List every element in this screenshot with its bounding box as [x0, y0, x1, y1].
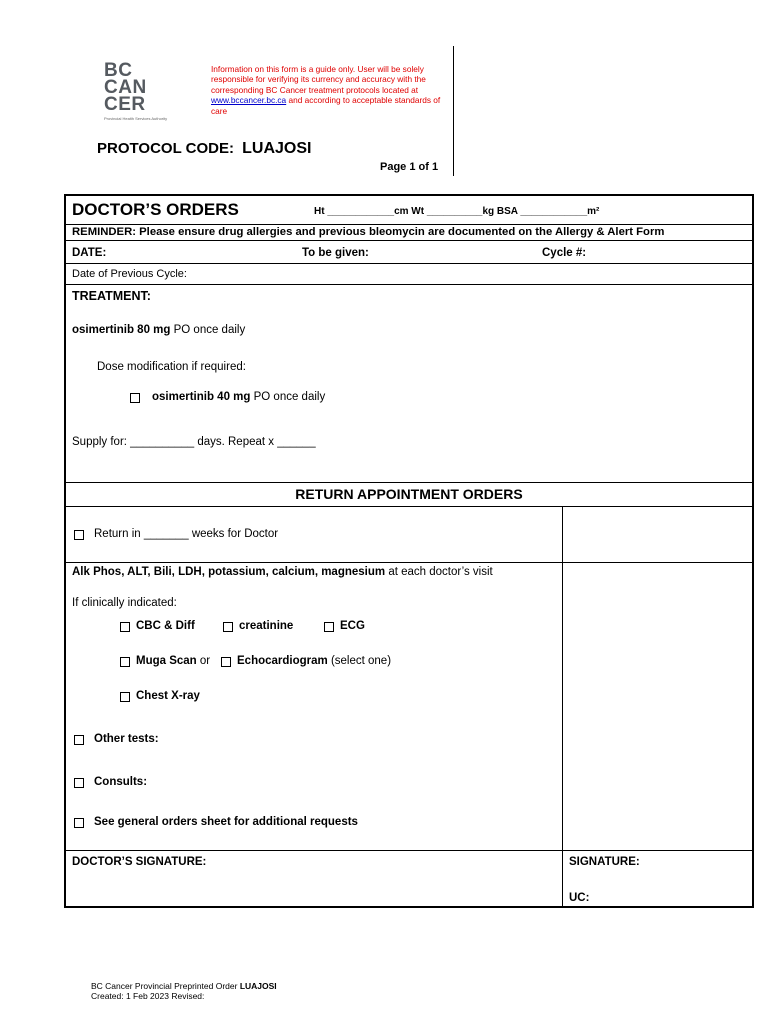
logo-subtitle: Provincial Health Services Authority — [104, 116, 168, 121]
echocardiogram-checkbox[interactable] — [221, 657, 231, 667]
echo-line — [237, 655, 391, 667]
muga-label: Muga Scan — [136, 655, 197, 667]
consults-checkbox[interactable] — [74, 778, 84, 788]
bc-cancer-logo — [104, 62, 200, 121]
drug-line-1 — [72, 324, 245, 336]
date-label: DATE: — [72, 247, 107, 259]
drug-2-schedule: PO once daily — [250, 391, 326, 403]
footer-line-2: Created: 1 Feb 2023 Revised: — [91, 991, 205, 1001]
form-title: DOCTOR’S ORDERS — [72, 200, 239, 219]
cbc-label: CBC & Diff — [136, 620, 195, 632]
muga-echo-line — [136, 655, 210, 667]
logo-line-1: BC — [104, 60, 133, 81]
echocardiogram-label: Echocardiogram — [237, 655, 328, 667]
disclaimer-text-end: and according to acceptable standards of care — [211, 95, 441, 116]
lab-tests-frequency: at each doctor’s visit — [385, 566, 493, 578]
protocol-code — [97, 140, 311, 158]
doctors-orders-form — [64, 194, 754, 908]
cbc-checkbox[interactable] — [120, 622, 130, 632]
creatinine-label: creatinine — [239, 620, 294, 632]
bccancer-link[interactable]: www.bccancer.bc.ca — [211, 95, 287, 106]
return-in-checkbox[interactable] — [74, 530, 84, 540]
doctor-signature-label: DOCTOR’S SIGNATURE: — [72, 856, 207, 868]
column-divider — [562, 506, 563, 908]
treatment-heading: TREATMENT: — [72, 289, 151, 303]
row-divider — [66, 482, 752, 483]
drug-2-checkbox[interactable] — [130, 393, 140, 403]
row-divider — [66, 263, 752, 264]
general-orders-checkbox[interactable] — [74, 818, 84, 828]
uc-label: UC: — [569, 892, 590, 904]
row-divider — [66, 284, 752, 285]
select-one-text: (select one) — [327, 655, 392, 667]
return-in-line: Return in _______ weeks for Doctor — [94, 528, 279, 540]
height-weight-bsa: Ht ____________cm Wt __________kg BSA ____________m² — [314, 206, 600, 217]
general-orders-label: See general orders sheet for additional requests — [94, 816, 358, 828]
row-divider — [66, 850, 752, 851]
previous-cycle-label: Date of Previous Cycle: — [72, 268, 187, 280]
or-text: or — [196, 655, 211, 667]
supply-repeat-line: Supply for: __________ days. Repeat x ______ — [72, 436, 316, 448]
other-tests-checkbox[interactable] — [74, 735, 84, 745]
if-clinically-indicated: If clinically indicated: — [72, 597, 177, 609]
creatinine-checkbox[interactable] — [223, 622, 233, 632]
other-tests-label: Other tests: — [94, 733, 159, 745]
chest-xray-label: Chest X-ray — [136, 690, 200, 702]
protocol-label: PROTOCOL CODE: — [97, 140, 234, 157]
to-be-given-label: To be given: — [302, 247, 369, 259]
ecg-label: ECG — [340, 620, 365, 632]
return-appointment-heading: RETURN APPOINTMENT ORDERS — [295, 486, 523, 502]
logo-line-3: CER — [104, 94, 146, 115]
row-divider — [66, 224, 752, 225]
consults-label: Consults: — [94, 776, 148, 788]
drug-2-name: osimertinib 40 mg — [152, 391, 251, 403]
row-divider — [66, 240, 752, 241]
footer-order-text: BC Cancer Provincial Preprinted Order — [91, 981, 240, 991]
signature-label: SIGNATURE: — [569, 856, 640, 868]
chest-xray-checkbox[interactable] — [120, 692, 130, 702]
row-divider — [66, 506, 752, 507]
cycle-label: Cycle #: — [542, 247, 587, 259]
logo-line-2: CAN — [104, 77, 147, 98]
footer-line-1 — [91, 981, 277, 991]
dose-modification-label: Dose modification if required: — [97, 361, 246, 373]
drug-line-2 — [152, 391, 325, 403]
footer — [91, 981, 277, 1001]
page-number: Page 1 of 1 — [380, 161, 439, 173]
row-divider — [66, 562, 752, 563]
allergy-reminder: REMINDER: Please ensure drug allergies and previous bleomycin are documented on the Allergy & Alert Form — [72, 226, 665, 238]
ecg-checkbox[interactable] — [324, 622, 334, 632]
drug-1-name: osimertinib 80 mg — [72, 324, 171, 336]
muga-checkbox[interactable] — [120, 657, 130, 667]
header-divider — [453, 46, 454, 176]
lab-tests-list: Alk Phos, ALT, Bili, LDH, potassium, calcium, magnesium — [72, 566, 386, 578]
footer-protocol-code: LUAJOSI — [239, 981, 277, 991]
drug-1-schedule: PO once daily — [170, 324, 246, 336]
protocol-code-value: LUAJOSI — [242, 140, 312, 157]
lab-tests-line — [72, 566, 493, 578]
disclaimer-text: Information on this form is a guide only. User will be solely responsible for verifying its currency and accuracy with the corresponding BC Cancer treatment protocols located at — [211, 64, 426, 95]
disclaimer — [211, 64, 451, 116]
